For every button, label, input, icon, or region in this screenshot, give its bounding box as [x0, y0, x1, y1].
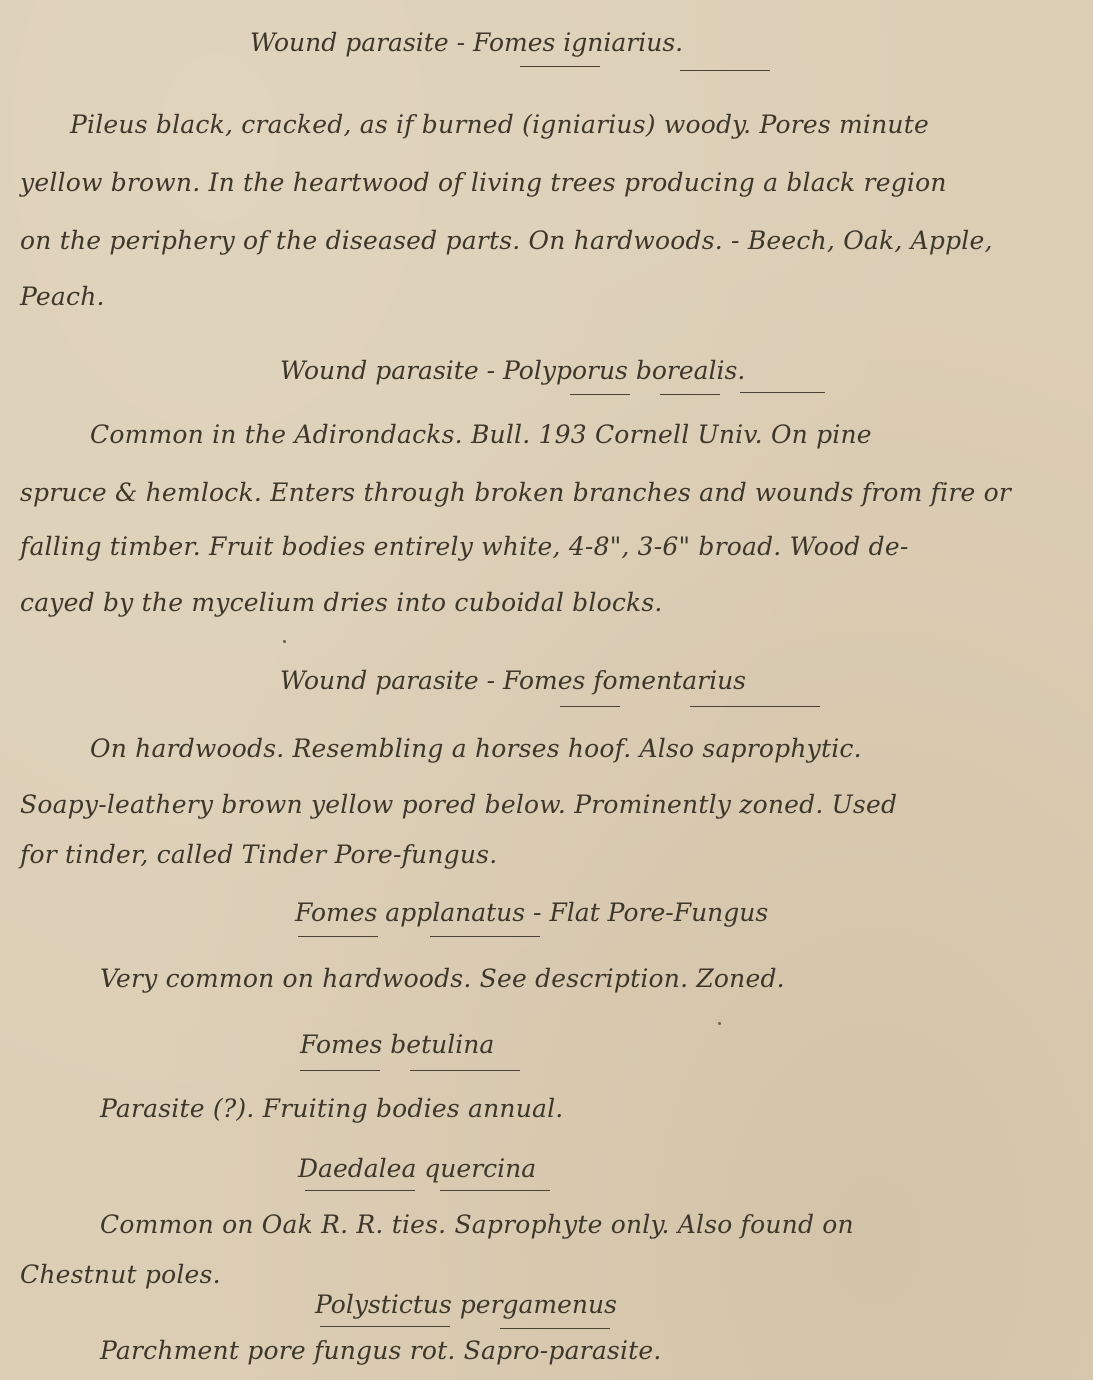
underline	[690, 706, 820, 708]
underline	[300, 1070, 380, 1072]
text-line: Pileus black, cracked, as if burned (igniarius) woody. Pores minute	[70, 110, 929, 139]
underline	[440, 1190, 550, 1192]
underline	[320, 1326, 450, 1328]
text-line: On hardwoods. Resembling a horses hoof. Also saprophytic.	[90, 734, 862, 763]
underline	[570, 394, 630, 396]
underline	[410, 1070, 520, 1072]
text-line: for tinder, called Tinder Pore-fungus.	[20, 840, 498, 869]
text-line: Peach.	[20, 282, 105, 311]
text-line: Common in the Adirondacks. Bull. 193 Cornell Univ. On pine	[90, 420, 872, 449]
ink-speck	[283, 640, 286, 643]
heading-fomes-fomentarius: Wound parasite - Fomes fomentarius	[280, 666, 747, 695]
heading-polystictus-pergamenus: Polystictus pergamenus	[315, 1290, 617, 1319]
heading-daedalea-quercina: Daedalea quercina	[298, 1154, 537, 1183]
text-line: spruce & hemlock. Enters through broken branches and wounds from fire or	[20, 478, 1012, 507]
underline	[520, 66, 600, 68]
underline	[500, 1328, 610, 1330]
text-line: Chestnut poles.	[20, 1260, 221, 1289]
text-line: on the periphery of the diseased parts. On hardwoods. - Beech, Oak, Apple,	[20, 226, 993, 255]
underline	[560, 706, 620, 708]
text-line: falling timber. Fruit bodies entirely white, 4-8", 3-6" broad. Wood de-	[20, 532, 909, 561]
text-line: Common on Oak R. R. ties. Saprophyte only. Also found on	[100, 1210, 854, 1239]
text-line: cayed by the mycelium dries into cuboidal blocks.	[20, 588, 663, 617]
underline	[430, 936, 540, 938]
underline	[740, 392, 825, 394]
text-line: yellow brown. In the heartwood of living trees producing a black region	[20, 168, 947, 197]
heading-fomes-applanatus: Fomes applanatus - Flat Pore-Fungus	[295, 898, 769, 927]
heading-fomes-betulina: Fomes betulina	[300, 1030, 495, 1059]
heading-polyporus-borealis: Wound parasite - Polyporus borealis.	[280, 356, 746, 385]
text-line: Parchment pore fungus rot. Sapro-parasite.	[100, 1336, 662, 1365]
underline	[298, 936, 378, 938]
underline	[660, 394, 720, 396]
underline	[305, 1190, 415, 1192]
text-line: Parasite (?). Fruiting bodies annual.	[100, 1094, 564, 1123]
ink-speck	[718, 1022, 721, 1025]
heading-fomes-igniarius: Wound parasite - Fomes igniarius.	[250, 28, 684, 57]
text-line: Very common on hardwoods. See description. Zoned.	[100, 964, 785, 993]
underline	[680, 70, 770, 72]
text-line: Soapy-leathery brown yellow pored below. Prominently zoned. Used	[20, 790, 898, 819]
